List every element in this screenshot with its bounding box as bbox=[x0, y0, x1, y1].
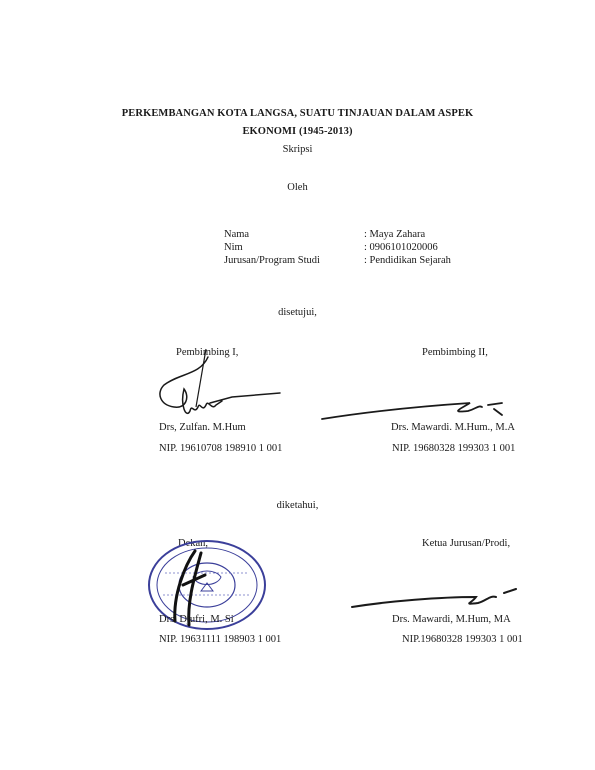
name-value: : Maya Zahara bbox=[364, 229, 426, 240]
advisor2-role: Pembimbing II, bbox=[422, 347, 488, 358]
advisor2-nip: NIP. 19680328 199303 1 001 bbox=[392, 443, 516, 454]
advisor2-name: Drs. Mawardi. M.Hum., M.A bbox=[391, 422, 515, 433]
program-value: : Pendidikan Sejarah bbox=[364, 255, 451, 266]
advisor1-nip: NIP. 19610708 198910 1 001 bbox=[159, 443, 283, 454]
name-label: Nama bbox=[224, 229, 250, 240]
document-type: Skripsi bbox=[282, 144, 313, 155]
dean-name: Drs. Djufri, M. Si bbox=[159, 614, 234, 625]
nim-value: : 0906101020006 bbox=[364, 242, 438, 253]
by-label: Oleh bbox=[287, 182, 308, 193]
advisor1-role: Pembimbing I, bbox=[176, 347, 239, 358]
thesis-title-line-1: PERKEMBANGAN KOTA LANGSA, SUATU TINJAUAN DALAM ASPEK bbox=[121, 108, 474, 119]
advisor1-name: Drs, Zulfan. M.Hum bbox=[159, 422, 246, 433]
dean-role: Dekan, bbox=[178, 538, 209, 549]
dean-nip: NIP. 19631111 198903 1 001 bbox=[159, 634, 282, 645]
acknowledged-label: diketahui, bbox=[276, 500, 319, 511]
program-label: Jurusan/Program Studi bbox=[224, 255, 320, 266]
advisor2-signature bbox=[320, 395, 520, 425]
head-signature bbox=[350, 585, 520, 615]
head-role: Ketua Jurusan/Prodi, bbox=[422, 538, 511, 549]
nim-label: Nim bbox=[224, 242, 243, 253]
head-nip: NIP.19680328 199303 1 001 bbox=[402, 634, 523, 645]
advisor1-signature bbox=[150, 345, 290, 425]
thesis-title-line-2: EKONOMI (1945-2013) bbox=[242, 126, 353, 137]
head-name: Drs. Mawardi, M.Hum, MA bbox=[392, 614, 511, 625]
approved-label: disetujui, bbox=[278, 307, 317, 318]
